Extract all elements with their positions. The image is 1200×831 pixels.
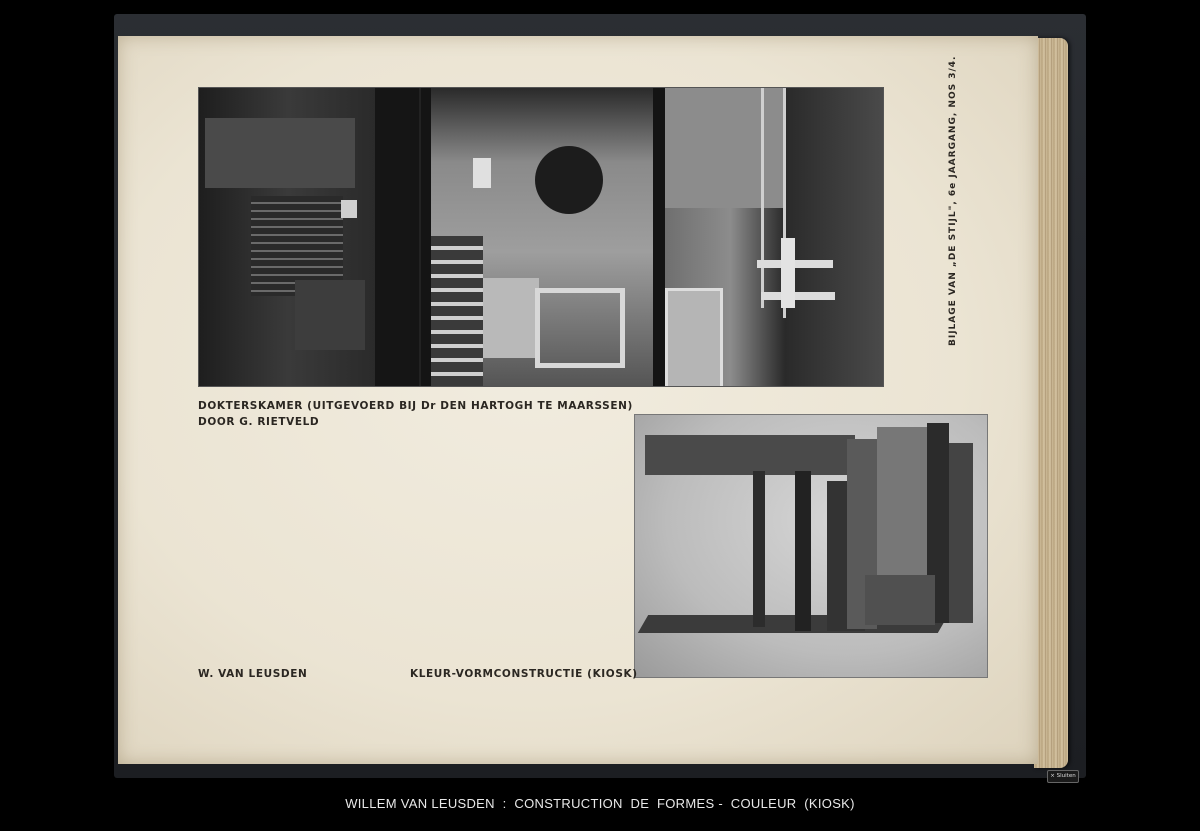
photo-panel-2: [431, 88, 653, 386]
artist-label: W. VAN LEUSDEN: [198, 668, 308, 680]
top-caption-line2: DOOR G. RIETVELD: [198, 416, 320, 428]
photo-panel-1: [199, 88, 421, 386]
book-page: [118, 36, 1038, 764]
kiosk-photo: [634, 414, 988, 678]
page-edges: [1034, 38, 1068, 768]
close-button[interactable]: × Sluiten: [1047, 770, 1079, 783]
side-label: BIJLAGE VAN „DE STIJL", 6e JAARGANG, NOS 3/4.: [948, 55, 958, 346]
top-caption-line1: DOKTERSKAMER (UITGEVOERD BIJ Dr DEN HARTOGH TE MAARSSEN): [198, 400, 633, 412]
dokterskamer-photos: [198, 87, 884, 387]
viewer-caption: WILLEM VAN LEUSDEN : CONSTRUCTION DE FORMES - COULEUR (KIOSK): [345, 796, 855, 811]
photo-panel-3: [665, 88, 883, 386]
kiosk-title-label: KLEUR-VORMCONSTRUCTIE (KIOSK): [410, 668, 638, 680]
